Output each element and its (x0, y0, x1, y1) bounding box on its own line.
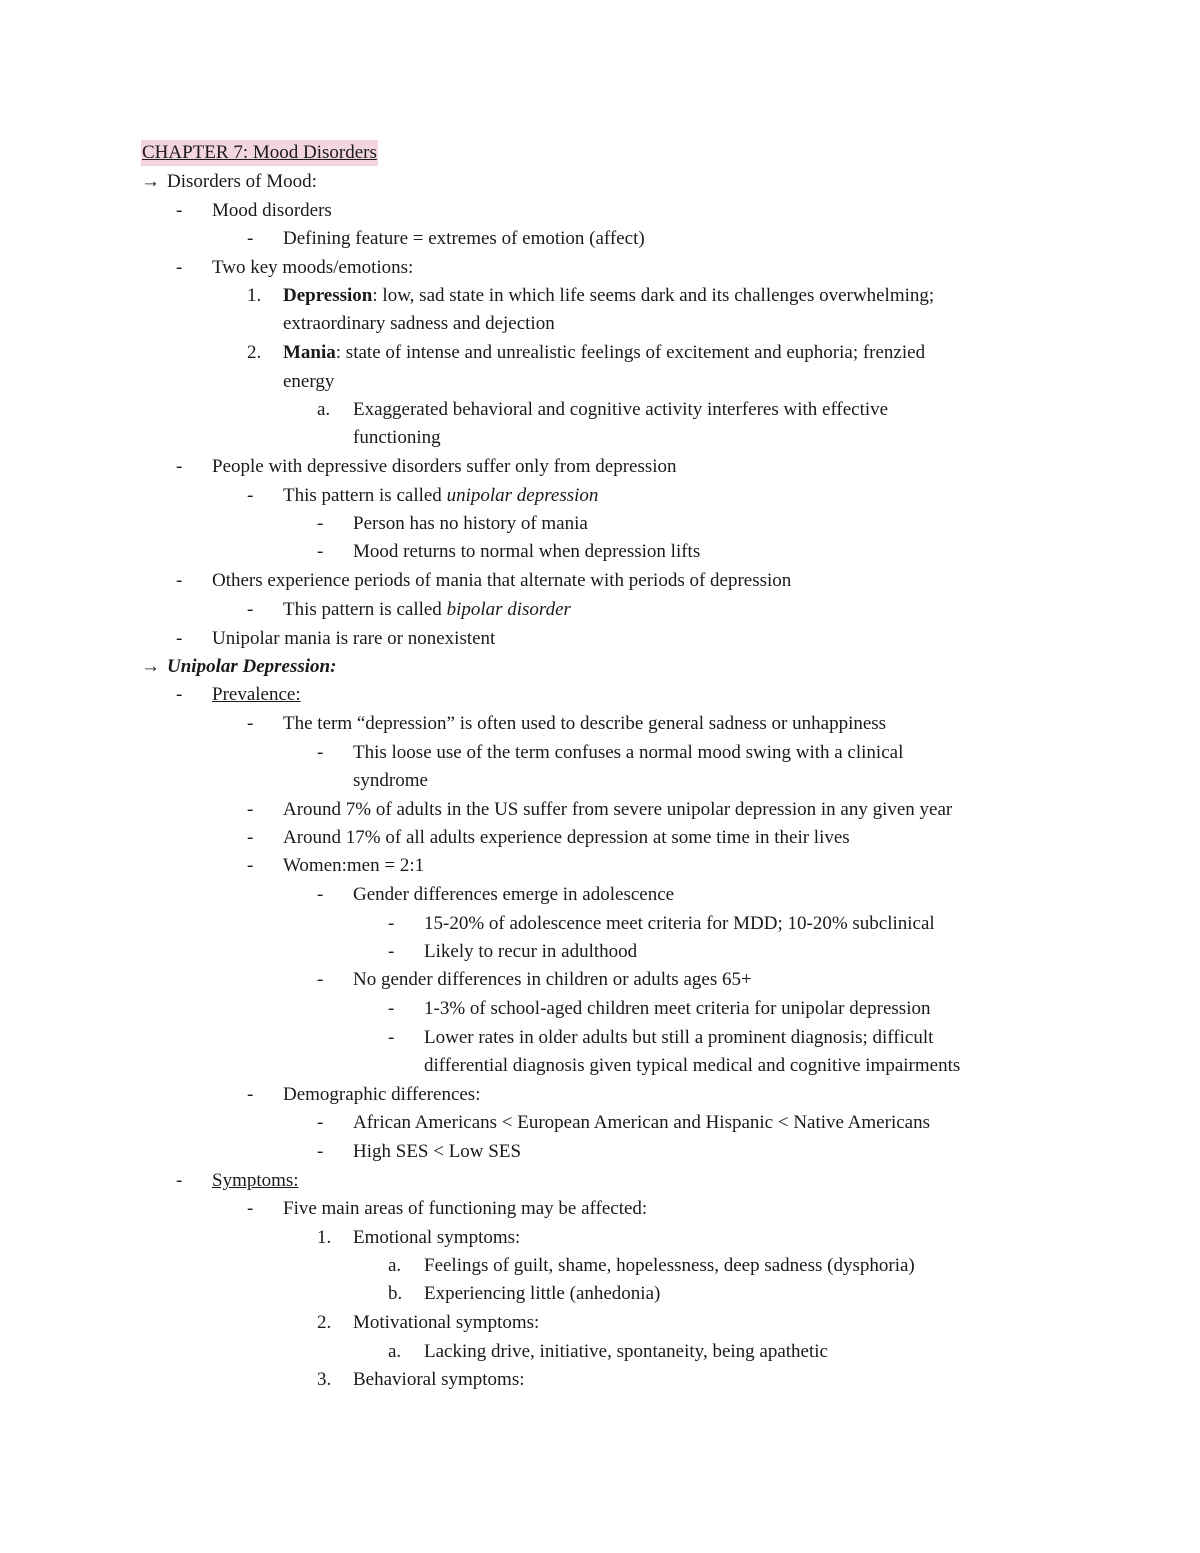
arrow-icon: → (141, 171, 160, 192)
list-marker: - (247, 827, 254, 848)
text-run: 1-3% of school-aged children meet criteria for unipolar depression (424, 998, 931, 1019)
text-run: Experiencing little (anhedonia) (424, 1283, 661, 1304)
line-text (353, 1110, 930, 1136)
text-run: Gender differences emerge in adolescence (353, 884, 675, 905)
line-text (353, 967, 752, 993)
chapter-title: CHAPTER 7: Mood Disorders (141, 140, 378, 166)
list-marker: a. (317, 399, 331, 420)
text-run: Defining feature = extremes of emotion (affect) (283, 228, 645, 249)
text-run: Around 7% of adults in the US suffer from severe unipolar depression in any given year (283, 799, 953, 820)
line-text (424, 1253, 915, 1279)
line-text (283, 340, 925, 366)
text-run: This loose use of the term confuses a normal mood swing with a clinical (353, 742, 904, 763)
line-text (353, 539, 700, 565)
list-marker: - (176, 200, 183, 221)
text-run: Women:men = 2:1 (283, 855, 425, 876)
line-text (283, 1196, 647, 1222)
line-text (283, 483, 598, 509)
list-marker: - (176, 628, 183, 649)
text-run: extraordinary sadness and dejection (283, 313, 555, 334)
list-marker: - (247, 1084, 254, 1105)
text-run: Disorders of Mood: (167, 171, 317, 192)
list-marker: - (317, 884, 324, 905)
line-text (283, 597, 571, 623)
list-marker: - (247, 485, 254, 506)
list-marker: 2. (247, 342, 262, 363)
text-run: Lower rates in older adults but still a prominent diagnosis; difficult (424, 1027, 934, 1048)
text-run: Symptoms: (212, 1170, 299, 1191)
arrow-icon: → (141, 656, 160, 677)
line-text (283, 797, 952, 823)
text-run: Likely to recur in adulthood (424, 941, 638, 962)
line-text (424, 1281, 660, 1307)
list-marker: - (176, 456, 183, 477)
line-text (283, 369, 334, 395)
list-marker: - (317, 1112, 324, 1133)
line-text (283, 853, 424, 879)
list-marker: - (176, 257, 183, 278)
list-marker: - (176, 570, 183, 591)
line-text (212, 568, 791, 594)
text-run: Emotional symptoms: (353, 1227, 521, 1248)
line-text (283, 311, 555, 337)
line-text (353, 768, 428, 794)
list-marker: - (388, 913, 395, 934)
list-marker: - (388, 1027, 395, 1048)
line-text (353, 397, 888, 423)
text-run: No gender differences in children or adults ages 65+ (353, 969, 752, 990)
text-run: : low, sad state in which life seems dark and its challenges overwhelming; (372, 285, 935, 306)
line-text (283, 711, 886, 737)
list-marker: - (176, 1170, 183, 1191)
text-run: bipolar disorder (446, 599, 571, 620)
text-run: energy (283, 371, 335, 392)
line-text (353, 1367, 525, 1393)
list-marker: 1. (247, 285, 262, 306)
text-run: functioning (353, 427, 441, 448)
line-text (283, 283, 934, 309)
text-run: Around 17% of all adults experience depression at some time in their lives (283, 827, 850, 848)
line-text (424, 1025, 933, 1051)
text-run: Two key moods/emotions: (212, 257, 414, 278)
text-run: Mood disorders (212, 200, 332, 221)
line-text (353, 1139, 521, 1165)
list-marker: - (317, 513, 324, 534)
list-marker: - (247, 228, 254, 249)
text-run: The term “depression” is often used to describe general sadness or unhappiness (283, 713, 887, 734)
list-marker: b. (388, 1283, 403, 1304)
line-text (353, 740, 903, 766)
line-text (424, 911, 935, 937)
text-run: African Americans < European American and Hispanic < Native Americans (353, 1112, 930, 1133)
text-run: Motivational symptoms: (353, 1312, 540, 1333)
line-text (424, 996, 930, 1022)
line-text (167, 654, 336, 680)
text-run: Unipolar mania is rare or nonexistent (212, 628, 496, 649)
list-marker: - (317, 742, 324, 763)
text-run: Five main areas of functioning may be affected: (283, 1198, 648, 1219)
line-text (212, 198, 332, 224)
line-text (283, 226, 645, 252)
text-run: unipolar depression (446, 485, 599, 506)
text-run: Person has no history of mania (353, 513, 588, 534)
text-run: Prevalence: (212, 684, 301, 705)
text-run: Depression (283, 285, 373, 306)
list-marker: - (317, 969, 324, 990)
list-marker: 1. (317, 1227, 332, 1248)
list-marker: - (247, 1198, 254, 1219)
line-text (353, 1225, 520, 1251)
text-run: Behavioral symptoms: (353, 1369, 525, 1390)
text-run: This pattern is called (283, 599, 447, 620)
text-run: differential diagnosis given typical medical and cognitive impairments (424, 1055, 961, 1076)
line-text (212, 682, 301, 708)
text-run: Exaggerated behavioral and cognitive activity interferes with effective (353, 399, 889, 420)
list-marker: - (388, 998, 395, 1019)
line-text (424, 939, 637, 965)
list-marker: 3. (317, 1369, 332, 1390)
text-run: People with depressive disorders suffer only from depression (212, 456, 677, 477)
line-text (212, 626, 495, 652)
list-marker: - (247, 799, 254, 820)
list-marker: 2. (317, 1312, 332, 1333)
text-run: Others experience periods of mania that alternate with periods of depression (212, 570, 792, 591)
text-run: High SES < Low SES (353, 1141, 522, 1162)
line-text (283, 825, 850, 851)
line-text (283, 1082, 480, 1108)
list-marker: - (176, 684, 183, 705)
text-run: : state of intense and unrealistic feelings of excitement and euphoria; frenzied (335, 342, 926, 363)
line-text (353, 882, 674, 908)
line-text (353, 511, 588, 537)
line-text (212, 255, 413, 281)
text-run: 15-20% of adolescence meet criteria for MDD; 10-20% subclinical (424, 913, 935, 934)
list-marker: a. (388, 1255, 402, 1276)
line-text (212, 1168, 299, 1194)
text-run: Mania (283, 342, 336, 363)
text-run: Demographic differences: (283, 1084, 481, 1105)
list-marker: - (388, 941, 395, 962)
text-run: Mood returns to normal when depression lifts (353, 541, 701, 562)
line-text (353, 1310, 539, 1336)
line-text (424, 1053, 960, 1079)
text-run: Lacking drive, initiative, spontaneity, being apathetic (424, 1341, 828, 1362)
text-run: Feelings of guilt, shame, hopelessness, deep sadness (dysphoria) (424, 1255, 915, 1276)
line-text (212, 454, 677, 480)
list-marker: a. (388, 1341, 402, 1362)
line-text (424, 1339, 828, 1365)
line-text (167, 169, 317, 195)
list-marker: - (247, 855, 254, 876)
list-marker: - (317, 1141, 324, 1162)
text-run: syndrome (353, 770, 428, 791)
list-marker: - (317, 541, 324, 562)
text-run: This pattern is called (283, 485, 447, 506)
list-marker: - (247, 713, 254, 734)
list-marker: - (247, 599, 254, 620)
text-run: Unipolar Depression: (167, 656, 337, 677)
line-text (353, 425, 441, 451)
